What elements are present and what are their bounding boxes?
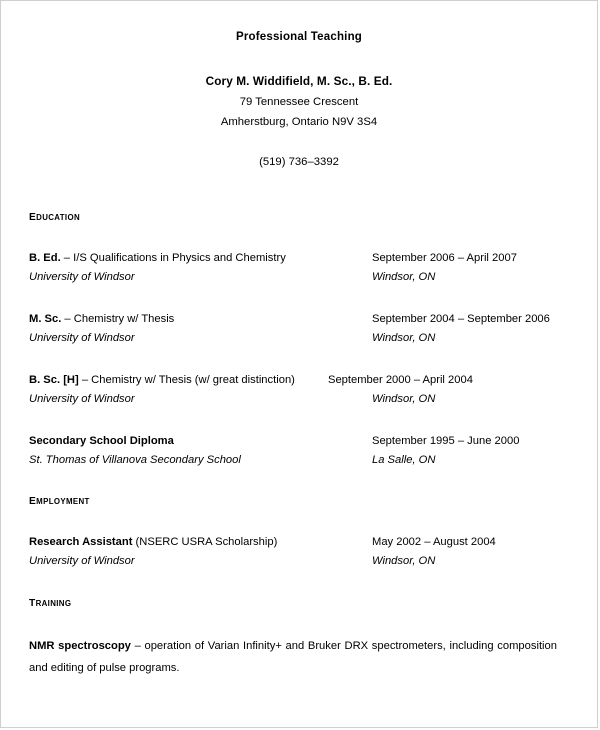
section-heading-training-rest: RAINING	[35, 599, 72, 608]
section-heading-training	[29, 598, 569, 609]
education-entry	[29, 371, 569, 409]
entry-date: September 1995 – June 2000	[372, 435, 520, 447]
section-heading-employment-rest: MPLOYMENT	[36, 497, 90, 506]
entry-org-row	[29, 390, 569, 409]
section-heading-training-initial: T	[29, 598, 36, 609]
entry-organization: University of Windsor	[29, 555, 135, 567]
entry-date: September 2000 – April 2004	[328, 374, 473, 386]
section-heading-education	[29, 212, 569, 223]
entry-title-row	[29, 432, 569, 451]
training-term: NMR spectroscopy	[29, 640, 131, 652]
training-item	[29, 635, 557, 679]
employment-entry	[29, 533, 569, 571]
education-entry	[29, 249, 569, 287]
entry-organization: University of Windsor	[29, 271, 135, 283]
entry-org-row	[29, 329, 569, 348]
address-line-2: Amherstburg, Ontario N9V 3S4	[220, 116, 378, 128]
training-description: – operation of Varian Infinity+ and Bruker DRX spectrometers, including composition and editing of pulse programs.	[29, 640, 557, 674]
section-heading-employment	[29, 496, 569, 507]
entry-org-row	[29, 451, 569, 470]
entry-degree-detail: – Chemistry w/ Thesis	[61, 313, 175, 325]
entry-date: September 2004 – September 2006	[372, 313, 550, 325]
entry-organization: St. Thomas of Villanova Secondary School	[29, 454, 241, 466]
entry-organization: University of Windsor	[29, 332, 135, 344]
entry-job-title: Research Assistant	[29, 536, 133, 548]
entry-degree: B. Ed.	[29, 252, 61, 264]
entry-location: La Salle, ON	[372, 454, 436, 466]
entry-location: Windsor, ON	[372, 332, 436, 344]
address-line-1: 79 Tennessee Crescent	[239, 96, 359, 108]
entry-degree: B. Sc. [H]	[29, 374, 79, 386]
entry-degree-detail: – I/S Qualifications in Physics and Chemistry	[60, 252, 286, 264]
entry-org-row	[29, 552, 569, 571]
entry-organization: University of Windsor	[29, 393, 135, 405]
entry-location: Windsor, ON	[372, 555, 436, 567]
entry-title-row	[29, 249, 569, 268]
entry-degree: Secondary School Diploma	[29, 435, 174, 447]
education-entry	[29, 310, 569, 348]
phone-number: (519) 736–3392	[259, 156, 339, 168]
entry-job-detail: (NSERC USRA Scholarship)	[132, 536, 278, 548]
entry-title-row	[29, 533, 569, 552]
page-content	[1, 31, 597, 728]
section-heading-education-rest: DUCATION	[36, 213, 81, 222]
section-heading-employment-initial: E	[29, 496, 37, 507]
entry-degree: M. Sc.	[29, 313, 62, 325]
entry-title-row	[29, 371, 569, 390]
candidate-name: Cory M. Widdifield, M. Sc., B. Ed.	[205, 74, 393, 88]
entry-org-row	[29, 268, 569, 287]
entry-location: Windsor, ON	[372, 271, 436, 283]
entry-title-row	[29, 310, 569, 329]
section-heading-education-initial: E	[29, 212, 37, 223]
education-entry	[29, 432, 569, 470]
entry-location: Windsor, ON	[372, 393, 436, 405]
entry-date: September 2006 – April 2007	[372, 252, 517, 264]
page-title: Professional Teaching	[235, 31, 363, 43]
entry-degree-detail: – Chemistry w/ Thesis (w/ great distinction)	[78, 374, 295, 386]
entry-date: May 2002 – August 2004	[372, 536, 496, 548]
